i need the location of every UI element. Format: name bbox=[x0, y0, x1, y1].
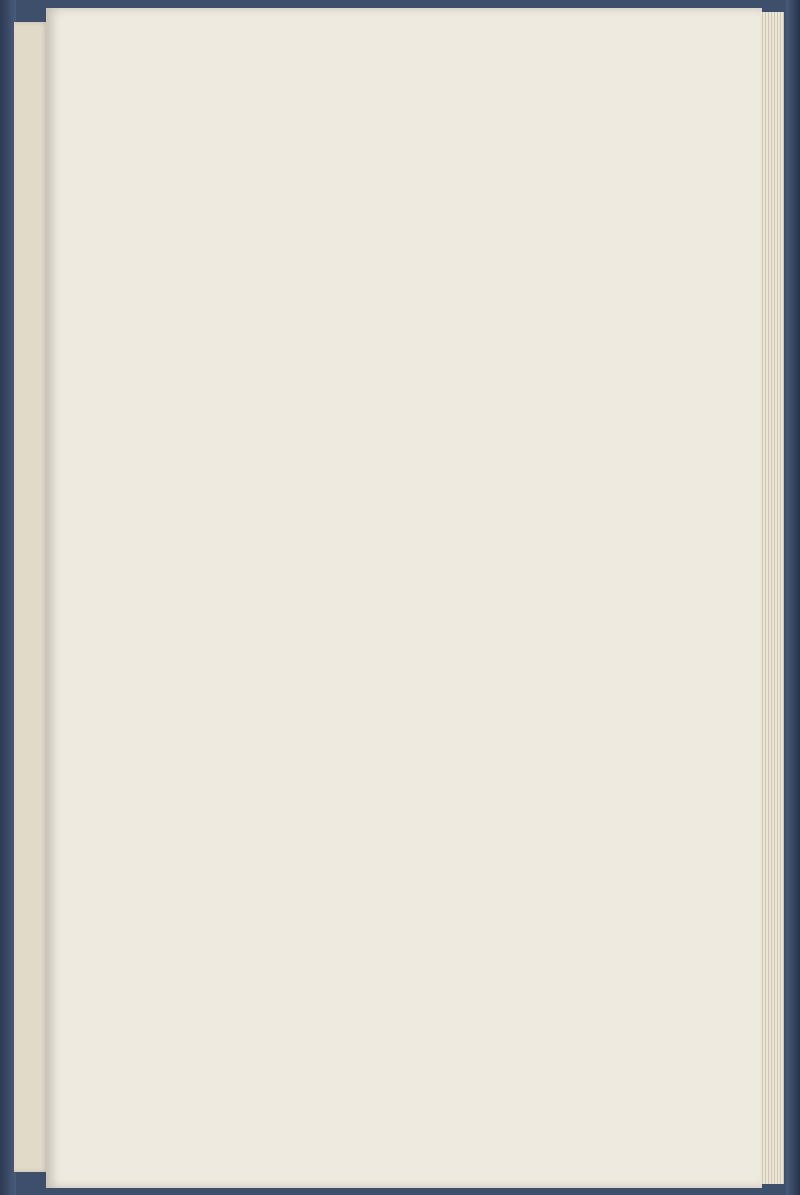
book-cover-right bbox=[786, 0, 800, 1195]
page-edges bbox=[760, 12, 784, 1184]
document-page bbox=[46, 8, 762, 1188]
previous-page-edge bbox=[14, 22, 48, 1172]
